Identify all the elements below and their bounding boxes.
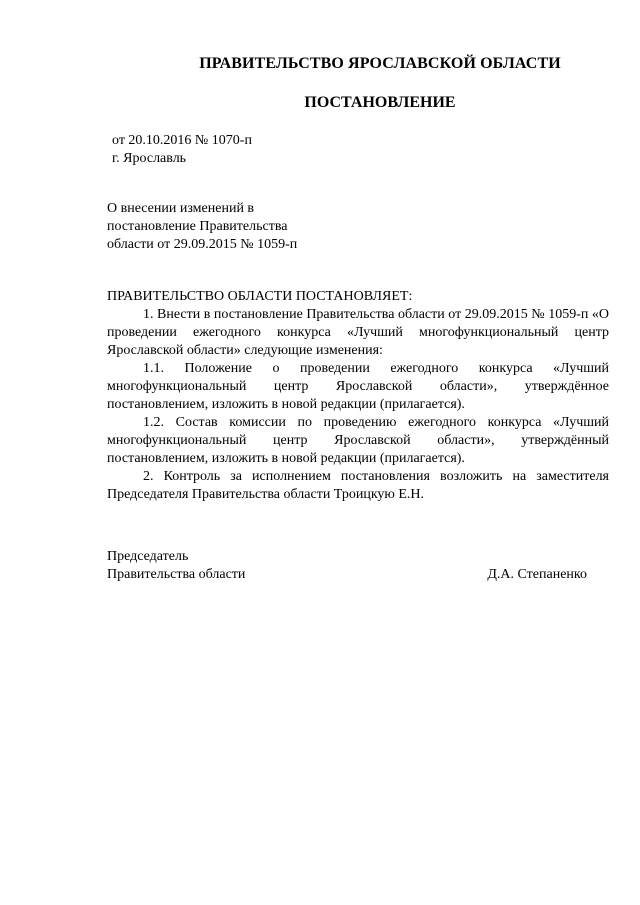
resolution-intro: ПРАВИТЕЛЬСТВО ОБЛАСТИ ПОСТАНОВЛЯЕТ:	[107, 289, 413, 304]
date-and-number: от 20.10.2016 № 1070-п	[112, 133, 252, 148]
paragraph-1-1: 1.1. Положение о проведении ежегодного конкурса «Лучший многофункциональный центр Ярославской области», утверждённое постановлением, изложить в новой редакции (прилагается).	[107, 361, 609, 412]
paragraph-1-2: 1.2. Состав комиссии по проведению ежегодного конкурса «Лучший многофункциональный центр Ярославской области», утверждённый постановлением, изложить в новой редакции (прилагается).	[107, 415, 609, 466]
document-type-heading: ПОСТАНОВЛЕНИЕ	[304, 94, 456, 111]
government-title: ПРАВИТЕЛЬСТВО ЯРОСЛАВСКОЙ ОБЛАСТИ	[199, 55, 561, 72]
city: г. Ярославль	[112, 151, 187, 166]
subject-line-1: О внесении изменений в	[107, 201, 255, 216]
document-subject	[107, 200, 297, 254]
paragraph-2: 2. Контроль за исполнением постановления возложить на заместителя Председателя Правительства области Троицкую Е.Н.	[107, 469, 609, 502]
signature-row	[107, 566, 587, 584]
subject-line-3: области от 29.09.2015 № 1059-п	[107, 237, 298, 252]
paragraph-1: 1. Внести в постановление Правительства области от 29.09.2015 № 1059-п «О проведении ежегодного конкурса «Лучший многофункциональный центр Ярославской области» следующие изменения:	[107, 307, 609, 358]
signatory-name: Д.А. Степаненко	[487, 567, 587, 582]
signatory-position-line-1: Председатель	[107, 549, 189, 564]
document-meta	[112, 132, 252, 168]
document-body	[107, 288, 609, 504]
signatory-position-line-2: Правительства области	[107, 567, 246, 582]
subject-line-2: постановление Правительства	[107, 219, 288, 234]
signature-block	[107, 548, 587, 584]
